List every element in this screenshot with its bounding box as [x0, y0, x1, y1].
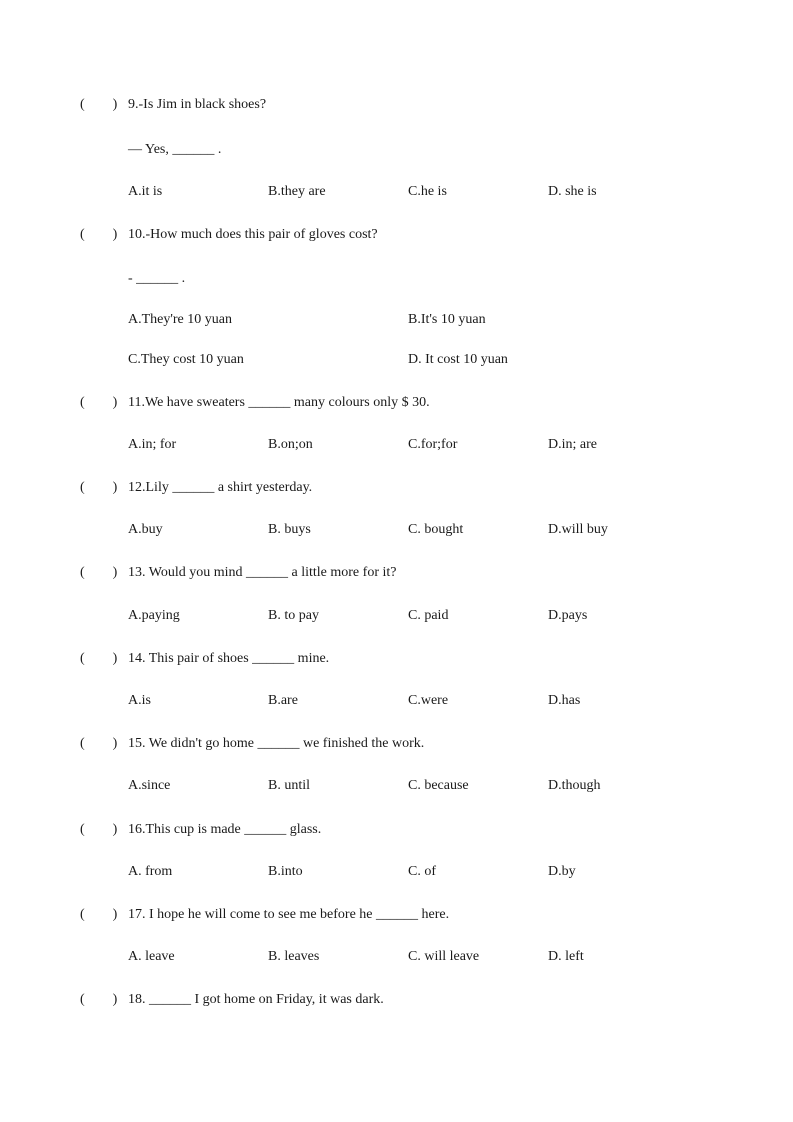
- option-b[interactable]: B.into: [268, 864, 303, 879]
- option-d[interactable]: D.has: [548, 693, 581, 708]
- answer-bracket[interactable]: ( ): [80, 651, 118, 666]
- question-stem: 10.-How much does this pair of gloves cost?: [128, 227, 378, 242]
- option-c[interactable]: C. will leave: [408, 949, 480, 964]
- question-stem: 15. We didn't go home ______ we finished the work.: [128, 736, 425, 751]
- option-a[interactable]: A.since: [128, 778, 171, 793]
- answer-bracket[interactable]: ( ): [80, 227, 118, 242]
- answer-bracket[interactable]: ( ): [80, 992, 118, 1007]
- answer-bracket[interactable]: ( ): [80, 395, 118, 410]
- option-a[interactable]: A.in; for: [128, 437, 177, 452]
- answer-bracket[interactable]: ( ): [80, 822, 118, 837]
- question-stem: 11.We have sweaters ______ many colours only $ 30.: [128, 395, 430, 410]
- option-a[interactable]: A.buy: [128, 522, 163, 537]
- option-d[interactable]: D.will buy: [548, 522, 608, 537]
- answer-bracket[interactable]: ( ): [80, 565, 118, 580]
- answer-bracket[interactable]: ( ): [80, 736, 118, 751]
- question-stem: 12.Lily ______ a shirt yesterday.: [128, 480, 313, 495]
- option-d[interactable]: D.pays: [548, 608, 588, 623]
- option-b[interactable]: B. leaves: [268, 949, 320, 964]
- option-c[interactable]: C. paid: [408, 608, 449, 623]
- option-a[interactable]: A.They're 10 yuan: [128, 312, 232, 327]
- option-c[interactable]: C.were: [408, 693, 449, 708]
- question-stem: 16.This cup is made ______ glass.: [128, 822, 322, 837]
- option-d[interactable]: D.though: [548, 778, 601, 793]
- option-a[interactable]: A. from: [128, 864, 173, 879]
- answer-bracket[interactable]: ( ): [80, 97, 118, 112]
- option-b[interactable]: B.are: [268, 693, 298, 708]
- question-stem: 17. I hope he will come to see me before he ______ here.: [128, 907, 450, 922]
- option-b[interactable]: B. until: [268, 778, 311, 793]
- option-b[interactable]: B.on;on: [268, 437, 313, 452]
- question-reply: - ______ .: [128, 271, 186, 286]
- option-c[interactable]: C. bought: [408, 522, 464, 537]
- option-c[interactable]: C. because: [408, 778, 469, 793]
- option-c[interactable]: C.for;for: [408, 437, 458, 452]
- answer-bracket[interactable]: ( ): [80, 480, 118, 495]
- option-a[interactable]: A.it is: [128, 184, 163, 199]
- option-d[interactable]: D.by: [548, 864, 576, 879]
- option-c[interactable]: C. of: [408, 864, 436, 879]
- option-c[interactable]: C.he is: [408, 184, 447, 199]
- question-stem: 18. ______ I got home on Friday, it was dark.: [128, 992, 384, 1007]
- option-d[interactable]: D.in; are: [548, 437, 597, 452]
- question-reply: — Yes, ______ .: [128, 142, 222, 157]
- answer-bracket[interactable]: ( ): [80, 907, 118, 922]
- option-a[interactable]: A.is: [128, 693, 151, 708]
- option-b[interactable]: B. to pay: [268, 608, 319, 623]
- question-stem: 9.-Is Jim in black shoes?: [128, 97, 267, 112]
- question-stem: 13. Would you mind ______ a little more for it?: [128, 565, 397, 580]
- option-d[interactable]: D. left: [548, 949, 584, 964]
- option-b[interactable]: B.they are: [268, 184, 326, 199]
- option-d[interactable]: D. It cost 10 yuan: [408, 352, 508, 367]
- option-b[interactable]: B. buys: [268, 522, 311, 537]
- option-c[interactable]: C.They cost 10 yuan: [128, 352, 244, 367]
- option-a[interactable]: A.paying: [128, 608, 180, 623]
- option-d[interactable]: D. she is: [548, 184, 597, 199]
- option-b[interactable]: B.It's 10 yuan: [408, 312, 486, 327]
- option-a[interactable]: A. leave: [128, 949, 175, 964]
- question-stem: 14. This pair of shoes ______ mine.: [128, 651, 330, 666]
